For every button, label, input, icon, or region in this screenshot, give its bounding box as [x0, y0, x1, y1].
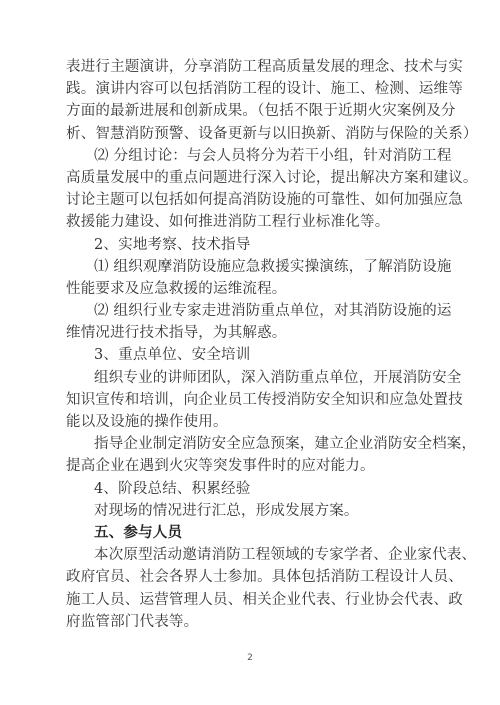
text-line: 本次原型活动邀请消防工程领域的专家学者、企业家代表、	[94, 547, 477, 564]
text-line: ⑵ 组织行业专家走进消防重点单位，对其消防设施的运	[94, 303, 452, 320]
text-line: 4、阶段总结、积累经验	[94, 480, 251, 497]
text-line: ⑴ 组织观摩消防设施应急救援实操演练，了解消防设施	[94, 258, 452, 275]
text-line: 践。演讲内容可以包括消防工程的设计、施工、检测、运维等	[66, 81, 463, 98]
text-line: 3、重点单位、安全培训	[94, 347, 251, 364]
text-line: 析、智慧消防预警、设备更新与以旧换新、消防与保险的关系）	[66, 125, 478, 142]
body-text	[66, 56, 478, 633]
text-line: 知识宣传和培训，向企业员工传授消防安全知识和应急处置技	[66, 391, 463, 408]
text-line: 府监管部门代表等。	[66, 613, 199, 630]
text-line: 提高企业在遇到火灾等突发事件时的应对能力。	[66, 458, 375, 475]
text-line: 能以及设施的操作使用。	[66, 414, 228, 430]
text-line: 维情况进行技术指导，为其解惑。	[66, 325, 287, 342]
text-line: 讨论主题可以包括如何提高消防设施的可靠性、如何加强应急	[66, 192, 463, 209]
text-line: 组织专业的讲师团队，深入消防重点单位，开展消防安全	[94, 369, 462, 386]
text-line: 性能要求及应急救援的运维流程。	[66, 280, 287, 297]
text-line: 高质量发展中的重点问题进行深入讨论，提出解决方案和建议。	[66, 169, 478, 186]
page-number: 2	[247, 653, 253, 663]
text-line: 2、实地考察、技术指导	[94, 236, 251, 253]
text-line: 救援能力建设、如何推进消防工程行业标准化等。	[66, 214, 390, 231]
text-line: 表进行主题演讲，分享消防工程高质量发展的理念、技术与实	[66, 59, 463, 75]
text-line: 指导企业制定消防安全应急预案，建立企业消防安全档案，	[94, 436, 477, 453]
text-line: 施工人员、运营管理人员、相关企业代表、行业协会代表、政	[66, 591, 463, 608]
text-line: 政府官员、社会各界人士参加。具体包括消防工程设计人员、	[66, 569, 463, 586]
text-line: ⑵ 分组讨论：与会人员将分为若干小组，针对消防工程	[94, 147, 452, 164]
section-heading: 五、参与人员	[94, 523, 183, 541]
text-line: 方面的最新进展和创新成果。（包括不限于近期火灾案例及分	[66, 103, 456, 120]
text-line: 对现场的情况进行汇总，形成发展方案。	[94, 502, 359, 519]
